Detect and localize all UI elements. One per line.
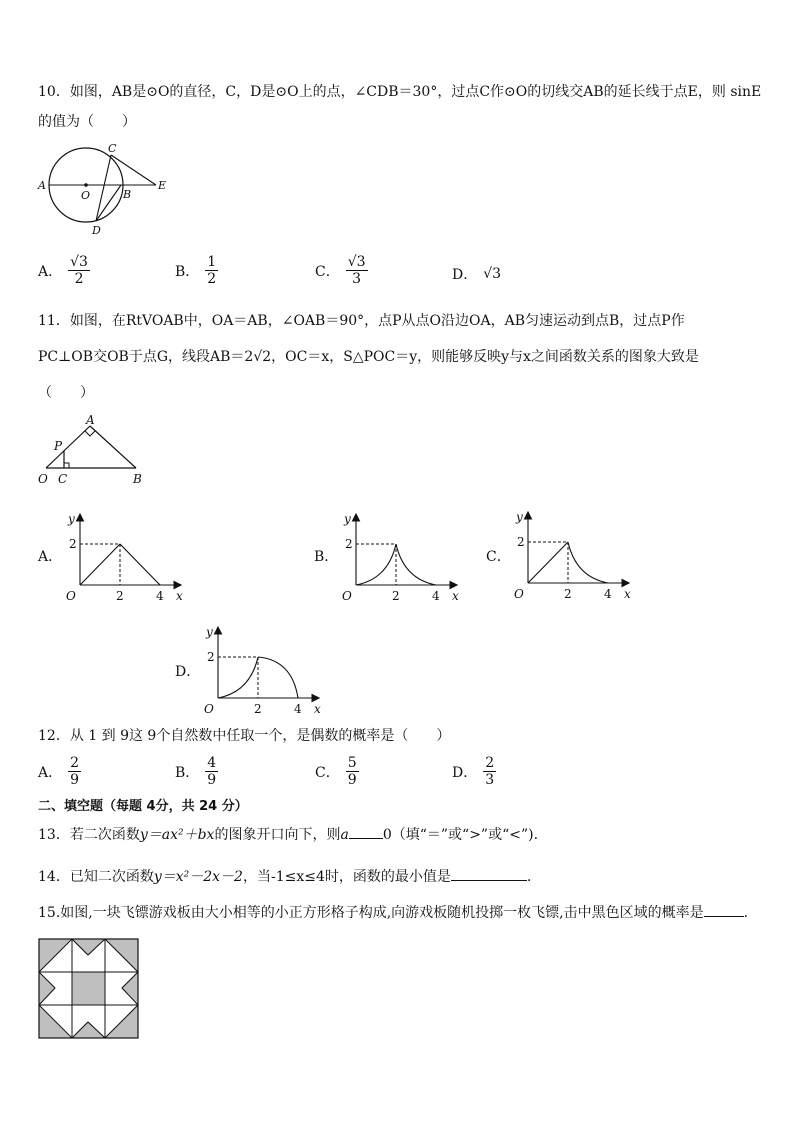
q12-option-b-label: B． bbox=[175, 764, 200, 781]
q12-option-b[interactable] bbox=[175, 755, 218, 788]
q13-suffix: 0（填“＝”或“>”或“<”). bbox=[382, 827, 539, 843]
q10-option-c-num: √3 bbox=[347, 254, 366, 270]
q10-option-b-num: 1 bbox=[207, 254, 217, 270]
q15-text: 15.如图,一块飞镖游戏板由大小相等的小正方形格子构成,向游戏板随机投掷一枚飞镖,击中黑色区域的概率是 bbox=[38, 905, 704, 921]
shade-top-mid bbox=[71, 939, 105, 956]
q10-label-o: O bbox=[81, 189, 91, 202]
q11-graph-b-ytick: 2 bbox=[345, 537, 353, 551]
q10-label-c: C bbox=[108, 142, 117, 155]
q12-option-a-den: 9 bbox=[70, 772, 80, 788]
q12-option-c[interactable] bbox=[315, 755, 359, 788]
q14-end: . bbox=[526, 869, 532, 885]
q11-option-b[interactable]: B． bbox=[314, 549, 339, 565]
q11-label-o: O bbox=[38, 472, 48, 486]
q11-graph-c-origin: O bbox=[514, 587, 524, 601]
q15-answer-blank[interactable] bbox=[704, 916, 744, 917]
q11-stem-line1: 11．如图，在RtVOAB中，OA＝AB，∠OAB＝90°，点P从点O沿边OA，AB匀速运动到点B，过点P作 bbox=[38, 313, 685, 329]
q11-option-c[interactable]: C． bbox=[486, 549, 511, 565]
q10-option-a-den: 2 bbox=[74, 271, 84, 287]
shade-center bbox=[72, 972, 105, 1005]
q11-graph-a-xtick2: 4 bbox=[156, 589, 164, 603]
q11-graph-d-origin: O bbox=[204, 702, 214, 716]
q12-option-a[interactable] bbox=[38, 755, 81, 788]
q11-graph-b-x: x bbox=[452, 589, 459, 603]
q11-graph-d-xtick1: 2 bbox=[254, 702, 262, 716]
shade-left-mid bbox=[39, 972, 56, 1005]
q10-option-c-label: C． bbox=[315, 263, 340, 280]
q11-stem-line2: PC⊥OB交OB于点G，线段AB＝2√2，OC＝x，S△POC＝y，则能够反映y与x之间函数关系的图象大致是 bbox=[38, 349, 699, 365]
q12-option-d-label: D． bbox=[452, 764, 478, 781]
q12-option-c-den: 9 bbox=[347, 772, 357, 788]
q11-graph-a-y: y bbox=[68, 512, 75, 526]
q14-suffix: ，当-1≤x≤4时，函数的最小值是 bbox=[242, 869, 451, 885]
q11-graph-b bbox=[336, 507, 466, 607]
shade-bottom-mid bbox=[71, 1021, 105, 1038]
q13-prefix: 13．若二次函数 bbox=[38, 827, 140, 843]
q12-option-d[interactable] bbox=[452, 755, 496, 788]
q11-label-p: P bbox=[54, 439, 63, 453]
section-heading: 二、填空题（每题 4分，共 24 分） bbox=[38, 799, 248, 814]
q12-option-a-label: A． bbox=[38, 764, 63, 781]
q11-graph-a bbox=[60, 507, 190, 607]
q12-option-c-label: C． bbox=[315, 764, 340, 781]
q11-graph-c-xtick2: 4 bbox=[604, 587, 612, 601]
q11-graph-b-y: y bbox=[344, 512, 351, 526]
q11-triangle-figure bbox=[36, 414, 156, 489]
q11-graph-d-y: y bbox=[206, 625, 213, 639]
q10-stem-line1: 10．如图，AB是⊙O的直径，C，D是⊙O上的点，∠CDB＝30°，过点C作⊙O的切线交AB的延长线于点E，则 sinE bbox=[38, 84, 762, 100]
q13-middle: 的图象开口向下，则 bbox=[214, 827, 341, 843]
q10-option-a-label: A． bbox=[38, 263, 63, 280]
q11-graph-a-ytick: 2 bbox=[69, 537, 77, 551]
q11-graph-a-xtick1: 2 bbox=[116, 589, 124, 603]
q15-line bbox=[38, 903, 748, 923]
q14-answer-blank[interactable] bbox=[451, 880, 527, 881]
q12-option-d-den: 3 bbox=[485, 772, 495, 788]
q10-label-a: A bbox=[38, 179, 46, 192]
q10-option-b-label: B． bbox=[175, 263, 200, 280]
q10-option-d-value: √3 bbox=[483, 266, 502, 282]
q10-option-d-label: D． bbox=[452, 267, 478, 283]
q10-option-a[interactable] bbox=[38, 254, 90, 287]
q10-option-b-den: 2 bbox=[207, 271, 217, 287]
q13-var: a bbox=[340, 827, 349, 843]
q11-graph-c-ytick: 2 bbox=[517, 535, 525, 549]
q11-label-a: A bbox=[86, 414, 95, 427]
q11-graph-d bbox=[198, 620, 328, 720]
q11-graph-a-x: x bbox=[176, 589, 183, 603]
q12-option-b-num: 4 bbox=[207, 755, 217, 771]
q12-option-c-num: 5 bbox=[347, 755, 357, 771]
q11-graph-b-xtick2: 4 bbox=[432, 589, 440, 603]
q15-end: . bbox=[743, 905, 749, 921]
q11-graph-c-y: y bbox=[516, 510, 523, 524]
q11-graph-d-xtick2: 4 bbox=[294, 702, 302, 716]
q13-answer-blank[interactable] bbox=[349, 838, 383, 839]
q11-option-d[interactable]: D． bbox=[175, 664, 201, 680]
q10-option-c[interactable] bbox=[315, 254, 368, 287]
q11-graph-c-x: x bbox=[624, 587, 631, 601]
q12-option-a-num: 2 bbox=[70, 755, 80, 771]
q11-graph-d-ytick: 2 bbox=[207, 650, 215, 664]
q11-label-b: B bbox=[133, 472, 142, 486]
q11-graph-c-xtick1: 2 bbox=[564, 587, 572, 601]
q10-label-d: D bbox=[92, 224, 101, 237]
q11-option-a[interactable]: A． bbox=[38, 549, 63, 565]
q13-formula: y＝ax²＋bx bbox=[139, 827, 215, 843]
q10-stem-line2: 的值为（ ） bbox=[38, 114, 136, 130]
q11-graph-d-x: x bbox=[314, 702, 321, 716]
q11-graph-b-xtick1: 2 bbox=[392, 589, 400, 603]
q10-option-b[interactable] bbox=[175, 254, 218, 287]
shade-right-mid bbox=[121, 972, 138, 1005]
q10-option-c-den: 3 bbox=[352, 271, 362, 287]
q11-stem-line3: （ ） bbox=[38, 385, 94, 401]
q12-option-d-num: 2 bbox=[485, 755, 495, 771]
q12-stem: 12．从 1 到 9这 9个自然数中任取一个，是偶数的概率是（ ） bbox=[38, 728, 451, 744]
q11-graph-c bbox=[508, 505, 638, 605]
q14-line bbox=[38, 867, 531, 887]
q10-label-e: E bbox=[158, 179, 167, 192]
q10-circle-figure bbox=[36, 142, 176, 237]
q10-option-a-num: √3 bbox=[70, 254, 88, 270]
q11-graph-b-origin: O bbox=[342, 589, 352, 603]
q13-line bbox=[38, 825, 538, 845]
q11-graph-a-origin: O bbox=[66, 589, 76, 603]
q10-label-b: B bbox=[123, 188, 132, 201]
q11-label-c: C bbox=[58, 472, 68, 486]
q14-prefix: 14．已知二次函数 bbox=[38, 869, 154, 885]
q15-dartboard-figure bbox=[38, 938, 140, 1040]
q12-option-b-den: 9 bbox=[207, 772, 217, 788]
q14-formula: y＝x²－2x－2 bbox=[153, 869, 243, 885]
q10-option-d[interactable] bbox=[452, 264, 501, 284]
